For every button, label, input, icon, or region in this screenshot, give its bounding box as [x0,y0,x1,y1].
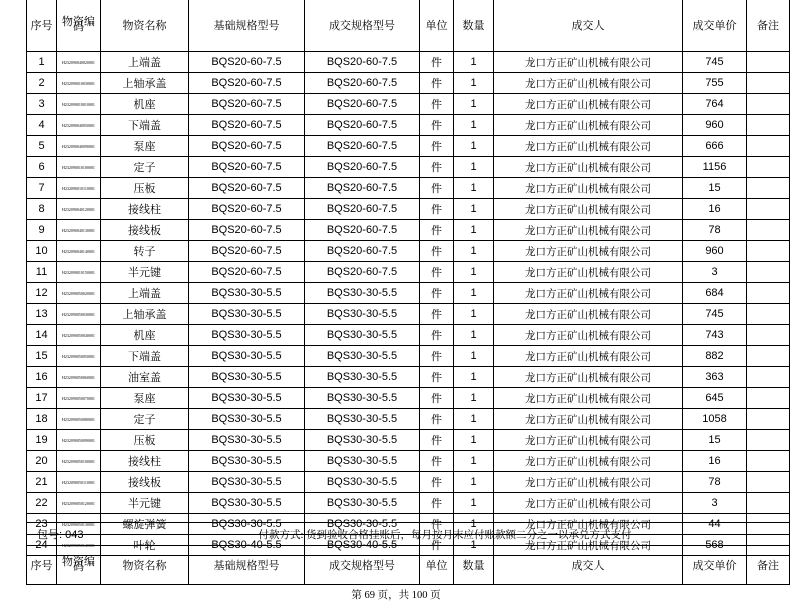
cell-deal-spec: BQS20-60-7.5 [305,220,420,241]
cell-deal-spec: BQS20-60-7.5 [305,157,420,178]
cell-qty: 1 [454,283,494,304]
cell-base-spec: BQS20-60-7.5 [189,262,305,283]
cell-base-spec: BQS30-30-5.5 [189,304,305,325]
cell-seq: 19 [27,430,57,451]
cell-price: 78 [683,220,747,241]
cell-deal-spec: BQS30-30-5.5 [305,514,420,535]
cell-remark [747,451,790,472]
cell-unit: 件 [420,367,454,388]
cell-qty: 1 [454,493,494,514]
cell-remark [747,493,790,514]
cell-supplier: 龙口方正矿山机械有限公司 [494,472,683,493]
cell-qty: 1 [454,430,494,451]
cell-code: H232090010150001 [57,262,101,283]
package-number: 包号: 043 [27,523,101,546]
header-seq: 序号 [27,546,57,585]
cell-price: 882 [683,346,747,367]
cell-remark [747,94,790,115]
cell-name: 上端盖 [101,52,189,73]
cell-name: 接线板 [101,220,189,241]
cell-seq: 6 [27,157,57,178]
cell-qty: 1 [454,262,494,283]
table-row [27,73,790,94]
cell-base-spec: BQS20-60-7.5 [189,136,305,157]
cell-base-spec: BQS30-30-5.5 [189,325,305,346]
cell-price: 745 [683,52,747,73]
cell-unit: 件 [420,346,454,367]
cell-base-spec: BQS30-30-5.5 [189,472,305,493]
cell-price: 78 [683,472,747,493]
cell-deal-spec: BQS30-30-5.5 [305,304,420,325]
cell-deal-spec: BQS30-30-5.5 [305,388,420,409]
cell-base-spec: BQS20-60-7.5 [189,94,305,115]
cell-seq: 7 [27,178,57,199]
cell-supplier: 龙口方正矿山机械有限公司 [494,535,683,556]
cell-supplier: 龙口方正矿山机械有限公司 [494,220,683,241]
cell-code: H232090040120001 [57,199,101,220]
cell-unit: 件 [420,241,454,262]
cell-qty: 1 [454,367,494,388]
table-row [27,262,790,283]
cell-deal-spec: BQS20-60-7.5 [305,52,420,73]
cell-base-spec: BQS20-60-7.5 [189,241,305,262]
cell-code: H232090050040001 [57,325,101,346]
table-row [27,388,790,409]
cell-code: H232090050090001 [57,430,101,451]
cell-seq: 10 [27,241,57,262]
cell-name: 半元键 [101,493,189,514]
cell-unit: 件 [420,220,454,241]
cell-price: 363 [683,367,747,388]
cell-seq: 20 [27,451,57,472]
cell-code: H232090010110001 [57,178,101,199]
table-row [27,94,790,115]
cell-deal-spec: BQS30-30-5.5 [305,346,420,367]
table-row [27,52,790,73]
cell-seq: 3 [27,94,57,115]
cell-code: H232090040050001 [57,115,101,136]
cell-supplier: 龙口方正矿山机械有限公司 [494,157,683,178]
table-header-row [27,0,790,52]
table-row [27,493,790,514]
cell-name: 泵座 [101,388,189,409]
cell-base-spec: BQS20-60-7.5 [189,52,305,73]
cell-seq: 23 [27,514,57,535]
cell-unit: 件 [420,325,454,346]
cell-seq: 12 [27,283,57,304]
cell-qty: 1 [454,52,494,73]
payment-terms: 付款方式: 货到验收合格挂账后，每月按月末应付账款额二分之一以承兑方式支付 [101,523,790,546]
cell-base-spec: BQS30-30-5.5 [189,409,305,430]
cell-qty: 1 [454,157,494,178]
cell-code: H232090040130001 [57,220,101,241]
cell-price: 16 [683,451,747,472]
cell-remark [747,220,790,241]
cell-qty: 1 [454,178,494,199]
cell-name: 接线柱 [101,451,189,472]
cell-base-spec: BQS30-30-5.5 [189,514,305,535]
cell-price: 960 [683,241,747,262]
cell-deal-spec: BQS30-30-5.5 [305,430,420,451]
cell-base-spec: BQS20-60-7.5 [189,199,305,220]
cell-supplier: 龙口方正矿山机械有限公司 [494,73,683,94]
cell-unit: 件 [420,157,454,178]
cell-supplier: 龙口方正矿山机械有限公司 [494,94,683,115]
cell-unit: 件 [420,178,454,199]
cell-price: 960 [683,115,747,136]
cell-seq: 13 [27,304,57,325]
table-row [27,346,790,367]
page-number: 第 69 页，共 100 页 [351,590,441,601]
cell-qty: 1 [454,409,494,430]
cell-seq: 18 [27,409,57,430]
cell-supplier: 龙口方正矿山机械有限公司 [494,115,683,136]
cell-deal-spec: BQS30-30-5.5 [305,367,420,388]
cell-supplier: 龙口方正矿山机械有限公司 [494,514,683,535]
header-price: 成交单价 [683,546,747,585]
cell-base-spec: BQS30-30-5.5 [189,283,305,304]
cell-remark [747,346,790,367]
cell-unit: 件 [420,94,454,115]
cell-supplier: 龙口方正矿山机械有限公司 [494,451,683,472]
cell-remark [747,367,790,388]
cell-name: 上轴承盖 [101,304,189,325]
cell-supplier: 龙口方正矿山机械有限公司 [494,136,683,157]
cell-code: H232090050050001 [57,346,101,367]
cell-deal-spec: BQS20-60-7.5 [305,241,420,262]
table-row [27,472,790,493]
cell-base-spec: BQS30-30-5.5 [189,493,305,514]
cell-seq: 9 [27,220,57,241]
cell-qty: 1 [454,472,494,493]
table-row [27,178,790,199]
cell-base-spec: BQS30-30-5.5 [189,430,305,451]
cell-price: 3 [683,262,747,283]
header-qty: 数量 [454,546,494,585]
cell-seq: 16 [27,367,57,388]
header-remark: 备注 [747,546,790,585]
cell-qty: 1 [454,451,494,472]
cell-seq: 24 [27,535,57,556]
cell-unit: 件 [420,493,454,514]
cell-price: 568 [683,535,747,556]
cell-code: H232090040020001 [57,52,101,73]
table-row [27,220,790,241]
cell-qty: 1 [454,73,494,94]
cell-name: 定子 [101,409,189,430]
cell-seq: 14 [27,325,57,346]
cell-seq: 4 [27,115,57,136]
cell-seq: 8 [27,199,57,220]
cell-supplier: 龙口方正矿山机械有限公司 [494,304,683,325]
cell-code: H232090040140001 [57,241,101,262]
header-code: 物资编码 [57,0,101,52]
cell-code: H232090050070001 [57,388,101,409]
cell-remark [747,409,790,430]
table-row [27,199,790,220]
header-name: 物资名称 [101,0,189,52]
cell-supplier: 龙口方正矿山机械有限公司 [494,178,683,199]
table-row [27,241,790,262]
table-row [27,367,790,388]
repeat-header-row [27,546,790,585]
cell-unit: 件 [420,388,454,409]
cell-base-spec: BQS20-60-7.5 [189,157,305,178]
header-supplier: 成交人 [494,0,683,52]
cell-deal-spec: BQS30-30-5.5 [305,325,420,346]
header-seq: 序号 [27,0,57,52]
cell-seq: 2 [27,73,57,94]
cell-seq: 17 [27,388,57,409]
cell-deal-spec: BQS30-30-5.5 [305,493,420,514]
cell-name: 转子 [101,241,189,262]
cell-price: 1156 [683,157,747,178]
cell-qty: 1 [454,304,494,325]
cell-code: H232090050120001 [57,493,101,514]
package-row [27,523,790,546]
table-row [27,451,790,472]
cell-price: 44 [683,514,747,535]
cell-base-spec: BQS30-30-5.5 [189,367,305,388]
cell-remark [747,283,790,304]
cell-code: H232090050130001 [57,514,101,535]
cell-unit: 件 [420,535,454,556]
procurement-table [26,0,790,556]
cell-base-spec: BQS30-30-5.5 [189,388,305,409]
cell-supplier: 龙口方正矿山机械有限公司 [494,388,683,409]
header-name: 物资名称 [101,546,189,585]
cell-supplier: 龙口方正矿山机械有限公司 [494,262,683,283]
cell-base-spec: BQS20-60-7.5 [189,178,305,199]
header-unit: 单位 [420,0,454,52]
cell-code: H232090050140001 [57,535,101,556]
cell-name: 机座 [101,94,189,115]
cell-name: 叶轮 [101,535,189,556]
cell-code: H232090040090001 [57,136,101,157]
cell-name: 机座 [101,325,189,346]
table-row [27,409,790,430]
table-row [27,430,790,451]
cell-qty: 1 [454,346,494,367]
cell-supplier: 龙口方正矿山机械有限公司 [494,199,683,220]
cell-deal-spec: BQS20-60-7.5 [305,178,420,199]
cell-name: 油室盖 [101,367,189,388]
package-table [26,522,790,585]
table-row [27,283,790,304]
cell-price: 666 [683,136,747,157]
header-remark: 备注 [747,0,790,52]
cell-code: H232090050030001 [57,304,101,325]
cell-price: 684 [683,283,747,304]
cell-supplier: 龙口方正矿山机械有限公司 [494,52,683,73]
cell-unit: 件 [420,283,454,304]
cell-supplier: 龙口方正矿山机械有限公司 [494,241,683,262]
cell-base-spec: BQS30-30-5.5 [189,451,305,472]
cell-price: 1058 [683,409,747,430]
cell-deal-spec: BQS20-60-7.5 [305,136,420,157]
cell-deal-spec: BQS30-40-5.5 [305,535,420,556]
header-deal-spec: 成交规格型号 [305,0,420,52]
cell-seq: 1 [27,52,57,73]
cell-qty: 1 [454,220,494,241]
cell-deal-spec: BQS20-60-7.5 [305,262,420,283]
cell-base-spec: BQS20-60-7.5 [189,220,305,241]
cell-price: 3 [683,493,747,514]
cell-code: H232090050110001 [57,472,101,493]
cell-qty: 1 [454,115,494,136]
cell-remark [747,241,790,262]
table-row [27,304,790,325]
cell-remark [747,430,790,451]
cell-remark [747,52,790,73]
cell-remark [747,178,790,199]
cell-code: H232090050060001 [57,367,101,388]
cell-seq: 11 [27,262,57,283]
cell-code: H232090010010001 [57,94,101,115]
cell-deal-spec: BQS30-30-5.5 [305,451,420,472]
cell-qty: 1 [454,241,494,262]
cell-supplier: 龙口方正矿山机械有限公司 [494,346,683,367]
cell-code: H232090050020001 [57,283,101,304]
cell-remark [747,73,790,94]
cell-name: 压板 [101,430,189,451]
cell-unit: 件 [420,430,454,451]
cell-supplier: 龙口方正矿山机械有限公司 [494,409,683,430]
header-qty: 数量 [454,0,494,52]
cell-name: 定子 [101,157,189,178]
cell-price: 15 [683,178,747,199]
cell-qty: 1 [454,136,494,157]
cell-code: H232090050100001 [57,451,101,472]
cell-unit: 件 [420,52,454,73]
cell-unit: 件 [420,472,454,493]
cell-name: 下端盖 [101,346,189,367]
cell-price: 743 [683,325,747,346]
cell-supplier: 龙口方正矿山机械有限公司 [494,430,683,451]
cell-name: 螺旋弹簧 [101,514,189,535]
header-deal-spec: 成交规格型号 [305,546,420,585]
cell-deal-spec: BQS20-60-7.5 [305,73,420,94]
cell-name: 半元键 [101,262,189,283]
cell-code: H232090010030001 [57,73,101,94]
header-code: 物资编码 [57,546,101,585]
cell-seq: 21 [27,472,57,493]
cell-base-spec: BQS30-40-5.5 [189,535,305,556]
cell-qty: 1 [454,325,494,346]
cell-unit: 件 [420,304,454,325]
cell-unit: 件 [420,409,454,430]
cell-code: H232090010100001 [57,157,101,178]
table-row [27,115,790,136]
table-row [27,325,790,346]
cell-remark [747,325,790,346]
cell-supplier: 龙口方正矿山机械有限公司 [494,367,683,388]
table-row [27,157,790,178]
cell-code: H232090050080001 [57,409,101,430]
cell-base-spec: BQS20-60-7.5 [189,115,305,136]
cell-unit: 件 [420,451,454,472]
cell-deal-spec: BQS20-60-7.5 [305,115,420,136]
cell-supplier: 龙口方正矿山机械有限公司 [494,325,683,346]
cell-base-spec: BQS30-30-5.5 [189,346,305,367]
cell-price: 755 [683,73,747,94]
cell-remark [747,262,790,283]
cell-price: 16 [683,199,747,220]
cell-unit: 件 [420,199,454,220]
cell-remark [747,199,790,220]
cell-remark [747,115,790,136]
cell-name: 接线板 [101,472,189,493]
cell-deal-spec: BQS20-60-7.5 [305,199,420,220]
cell-unit: 件 [420,73,454,94]
cell-unit: 件 [420,262,454,283]
cell-price: 645 [683,388,747,409]
cell-remark [747,157,790,178]
cell-deal-spec: BQS30-30-5.5 [305,409,420,430]
header-unit: 单位 [420,546,454,585]
cell-name: 泵座 [101,136,189,157]
cell-deal-spec: BQS20-60-7.5 [305,94,420,115]
header-supplier: 成交人 [494,546,683,585]
cell-remark [747,388,790,409]
cell-seq: 22 [27,493,57,514]
cell-price: 764 [683,94,747,115]
cell-seq: 5 [27,136,57,157]
cell-qty: 1 [454,514,494,535]
cell-remark [747,136,790,157]
cell-qty: 1 [454,388,494,409]
header-base-spec: 基础规格型号 [189,0,305,52]
cell-name: 上轴承盖 [101,73,189,94]
cell-price: 15 [683,430,747,451]
cell-remark [747,304,790,325]
cell-supplier: 龙口方正矿山机械有限公司 [494,493,683,514]
cell-supplier: 龙口方正矿山机械有限公司 [494,283,683,304]
cell-deal-spec: BQS30-30-5.5 [305,283,420,304]
cell-qty: 1 [454,535,494,556]
cell-remark [747,472,790,493]
header-base-spec: 基础规格型号 [189,546,305,585]
cell-qty: 1 [454,199,494,220]
cell-unit: 件 [420,136,454,157]
cell-deal-spec: BQS30-30-5.5 [305,472,420,493]
cell-unit: 件 [420,514,454,535]
header-price: 成交单价 [683,0,747,52]
cell-unit: 件 [420,115,454,136]
cell-qty: 1 [454,94,494,115]
cell-name: 下端盖 [101,115,189,136]
cell-name: 接线柱 [101,199,189,220]
cell-name: 压板 [101,178,189,199]
cell-name: 上端盖 [101,283,189,304]
cell-base-spec: BQS20-60-7.5 [189,73,305,94]
table-row [27,136,790,157]
cell-seq: 15 [27,346,57,367]
cell-price: 745 [683,304,747,325]
